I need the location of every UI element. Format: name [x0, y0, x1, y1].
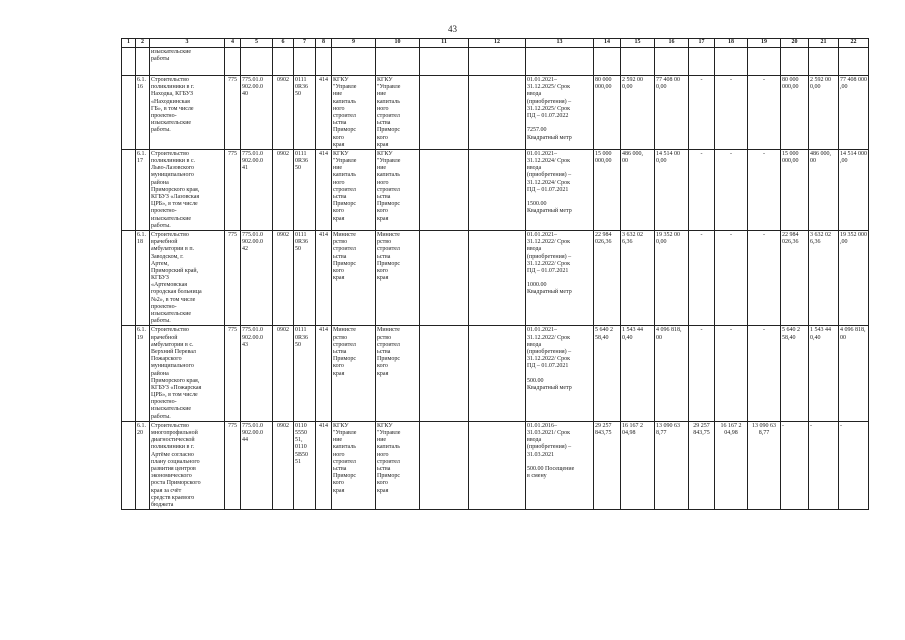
- cell-c9: КГКУ "Управле ние капиталь ного строител ьства Приморс кого края: [332, 149, 376, 230]
- cell-name: Строительство врачебной амбулатории в п. Заводском, г. Артем, Приморский край, КГБУЗ «Артемовская городская больница №2», в том числе проектно- изыскательские работы.: [150, 230, 225, 325]
- cell-c12: [469, 76, 526, 150]
- column-header-1: 1: [122, 39, 136, 48]
- cell-c19: -: [748, 149, 781, 230]
- cell-c14: 15 000 000,00: [594, 149, 621, 230]
- empty-cell: [809, 48, 839, 76]
- cell-c15: 1 543 44 0,40: [621, 326, 655, 421]
- cell-c14: 80 000 000,00: [594, 76, 621, 150]
- empty-cell: [241, 48, 273, 76]
- cell-c14: 5 640 2 58,40: [594, 326, 621, 421]
- empty-cell: [136, 48, 150, 76]
- cell-c22: 77 408 000 ,00: [839, 76, 869, 150]
- cell-c1: 6.1. 20: [136, 421, 150, 509]
- cell-c16: 13 090 63 8,77: [655, 421, 689, 509]
- cell-c13: 01.01.2021– 31.12.2022/ Срок ввода (приобретения) – 31.12.2022/ Срок ПД – 01.07.2021 500.00 Квадратный метр: [526, 326, 594, 421]
- cell-name: Строительство врачебной амбулатории в с. Верхний Перевал Пожарского муниципального района Приморского края, КГБУЗ «Пожарская ЦРБ», в том числе проектно- изыскательские работы.: [150, 326, 225, 421]
- cell-c8: 414: [316, 76, 332, 150]
- column-header-3: 3: [150, 39, 225, 48]
- column-header-10: 10: [376, 39, 420, 48]
- cell-c12: [469, 326, 526, 421]
- cell-c4: 775: [225, 149, 241, 230]
- cell-c20: -: [781, 421, 809, 509]
- cell-c20: 22 984 026,36: [781, 230, 809, 325]
- table-row: [122, 326, 869, 421]
- empty-cell: [781, 48, 809, 76]
- cell-c7: 0111 0R36 50: [294, 326, 316, 421]
- cell-c7: 0111 0R36 50: [294, 230, 316, 325]
- cell-c6: 0902: [273, 230, 294, 325]
- column-header-16: 16: [655, 39, 689, 48]
- cell-c6: 0902: [273, 421, 294, 509]
- empty-cell: [689, 48, 715, 76]
- cell-c1: 6.1. 18: [136, 230, 150, 325]
- column-header-17: 17: [689, 39, 715, 48]
- cell-c17: -: [689, 149, 715, 230]
- cell-c11: [420, 76, 469, 150]
- cell-c17: -: [689, 76, 715, 150]
- cell-c7: 0111 0R36 50: [294, 149, 316, 230]
- cell-c13: 01.01.2021– 31.12.2024/ Срок ввода (приобретения) – 31.12.2024/ Срок ПД – 01.07.2021 1500.00 Квадратный метр: [526, 149, 594, 230]
- cell-c6: 0902: [273, 149, 294, 230]
- column-header-14: 14: [594, 39, 621, 48]
- cell-c20: 5 640 2 58,40: [781, 326, 809, 421]
- cell-c5: 775.01.0 902.00.0 40: [241, 76, 273, 150]
- column-header-15: 15: [621, 39, 655, 48]
- column-header-13: 13: [526, 39, 594, 48]
- cell-c18: -: [715, 326, 748, 421]
- table-row: [122, 149, 869, 230]
- cell-c21: 1 543 44 0,40: [809, 326, 839, 421]
- cell-c9: Министе рство строител ьства Приморс кого края: [332, 230, 376, 325]
- cell-c5: 775.01.0 902.00.0 41: [241, 149, 273, 230]
- cell-c13: 01.01.2021– 31.12.2022/ Срок ввода (приобретения) – 31.12.2022/ Срок ПД – 01.07.2021 1000.00 Квадратный метр: [526, 230, 594, 325]
- cell-c21: -: [809, 421, 839, 509]
- cell-c17: 29 257 843,75: [689, 421, 715, 509]
- empty-cell: [621, 48, 655, 76]
- cell-c8: 414: [316, 230, 332, 325]
- page-number: 43: [448, 24, 457, 34]
- empty-cell: [122, 421, 136, 509]
- empty-cell: [316, 48, 332, 76]
- cell-c8: 414: [316, 149, 332, 230]
- cell-c17: -: [689, 230, 715, 325]
- table-row: [122, 76, 869, 150]
- continuation-name-cell: изыскательские работы: [150, 48, 225, 76]
- cell-c16: 4 096 818, 00: [655, 326, 689, 421]
- cell-c6: 0902: [273, 76, 294, 150]
- cell-c22: 4 096 818, 00: [839, 326, 869, 421]
- cell-c12: [469, 230, 526, 325]
- table-header-row: [122, 39, 869, 48]
- cell-c11: [420, 421, 469, 509]
- cell-c12: [469, 149, 526, 230]
- column-header-20: 20: [781, 39, 809, 48]
- cell-c10: Министе рство строител ьства Приморс кого края: [376, 326, 420, 421]
- column-header-12: 12: [469, 39, 526, 48]
- column-header-2: 2: [136, 39, 150, 48]
- cell-c4: 775: [225, 421, 241, 509]
- continuation-row: [122, 48, 869, 76]
- cell-c11: [420, 149, 469, 230]
- cell-name: Строительство поликлиники в с. Льво-Лазовского муниципального района Приморского края, КГБУЗ «Лазовская ЦРБ», в том числе проектно- изыскательские работы.: [150, 149, 225, 230]
- cell-c1: 6.1. 17: [136, 149, 150, 230]
- cell-c5: 775.01.0 902.00.0 43: [241, 326, 273, 421]
- cell-c10: Министе рство строител ьства Приморс кого края: [376, 230, 420, 325]
- cell-c10: КГКУ "Управле ние капиталь ного строител ьства Приморс кого края: [376, 149, 420, 230]
- empty-cell: [420, 48, 469, 76]
- cell-c10: КГКУ "Управле ние капиталь ного строител ьства Приморс кого края: [376, 421, 420, 509]
- empty-cell: [122, 48, 136, 76]
- cell-c7: 0110 5550 51, 0110 5В50 51: [294, 421, 316, 509]
- cell-c19: -: [748, 76, 781, 150]
- cell-c16: 77 408 00 0,00: [655, 76, 689, 150]
- cell-c11: [420, 326, 469, 421]
- cell-c18: 16 167 2 04,98: [715, 421, 748, 509]
- empty-cell: [655, 48, 689, 76]
- cell-c1: 6.1. 16: [136, 76, 150, 150]
- cell-c21: 486 000, 00: [809, 149, 839, 230]
- financing-table: [121, 38, 869, 510]
- cell-c4: 775: [225, 230, 241, 325]
- empty-cell: [748, 48, 781, 76]
- cell-name: Строительство многопрофильной диагностической поликлиники в г. Артёме согласно плану социального развития центров экономического роста Приморского края за счёт средств краевого бюджета: [150, 421, 225, 509]
- cell-c4: 775: [225, 326, 241, 421]
- cell-c8: 414: [316, 421, 332, 509]
- cell-c9: Министе рство строител ьства Приморс кого края: [332, 326, 376, 421]
- cell-c5: 775.01.0 902.00.0 44: [241, 421, 273, 509]
- empty-cell: [273, 48, 294, 76]
- column-header-5: 5: [241, 39, 273, 48]
- column-header-7: 7: [294, 39, 316, 48]
- cell-c11: [420, 230, 469, 325]
- column-header-22: 22: [839, 39, 869, 48]
- cell-c19: -: [748, 230, 781, 325]
- cell-c22: -: [839, 421, 869, 509]
- empty-cell: [122, 76, 136, 150]
- cell-c6: 0902: [273, 326, 294, 421]
- empty-cell: [122, 326, 136, 421]
- cell-c7: 0111 0R36 50: [294, 76, 316, 150]
- cell-c15: 486 000, 00: [621, 149, 655, 230]
- cell-c16: 19 352 00 0,00: [655, 230, 689, 325]
- empty-cell: [469, 48, 526, 76]
- column-header-8: 8: [316, 39, 332, 48]
- cell-name: Строительство поликлиники в г. Находка, КГБУЗ «Находкинская ГБ», в том числе проектно- изыскательские работы.: [150, 76, 225, 150]
- cell-c9: КГКУ "Управле ние капиталь ного строител ьства Приморс кого края: [332, 76, 376, 150]
- cell-c12: [469, 421, 526, 509]
- cell-c14: 22 984 026,36: [594, 230, 621, 325]
- cell-c18: -: [715, 76, 748, 150]
- cell-c18: -: [715, 149, 748, 230]
- empty-cell: [225, 48, 241, 76]
- empty-cell: [122, 230, 136, 325]
- cell-c15: 2 592 00 0,00: [621, 76, 655, 150]
- empty-cell: [839, 48, 869, 76]
- cell-c5: 775.01.0 902.00.0 42: [241, 230, 273, 325]
- empty-cell: [122, 149, 136, 230]
- column-header-6: 6: [273, 39, 294, 48]
- cell-c14: 29 257 843,75: [594, 421, 621, 509]
- table-row: [122, 230, 869, 325]
- cell-c21: 3 632 02 6,36: [809, 230, 839, 325]
- cell-c18: -: [715, 230, 748, 325]
- cell-c8: 414: [316, 326, 332, 421]
- cell-c10: КГКУ "Управле ние капиталь ного строител ьства Приморс кого края: [376, 76, 420, 150]
- column-header-21: 21: [809, 39, 839, 48]
- cell-c17: -: [689, 326, 715, 421]
- table-row: [122, 421, 869, 509]
- cell-c19: 13 090 63 8,77: [748, 421, 781, 509]
- column-header-18: 18: [715, 39, 748, 48]
- cell-c22: 19 352 000 ,00: [839, 230, 869, 325]
- cell-c15: 16 167 2 04,98: [621, 421, 655, 509]
- cell-c1: 6.1. 19: [136, 326, 150, 421]
- cell-c22: 14 514 000 ,00: [839, 149, 869, 230]
- cell-c13: 01.01.2016– 31.03.2021/ Срок ввода (приобретения) – 31.03.2021 500.00 Посещение в смену: [526, 421, 594, 509]
- cell-c15: 3 632 02 6,36: [621, 230, 655, 325]
- empty-cell: [594, 48, 621, 76]
- column-header-11: 11: [420, 39, 469, 48]
- empty-cell: [715, 48, 748, 76]
- cell-c21: 2 592 00 0,00: [809, 76, 839, 150]
- cell-c20: 80 000 000,00: [781, 76, 809, 150]
- column-header-19: 19: [748, 39, 781, 48]
- empty-cell: [526, 48, 594, 76]
- cell-c4: 775: [225, 76, 241, 150]
- cell-c16: 14 514 00 0,00: [655, 149, 689, 230]
- cell-c9: КГКУ "Управле ние капиталь ного строител ьства Приморс кого края: [332, 421, 376, 509]
- column-header-4: 4: [225, 39, 241, 48]
- cell-c19: -: [748, 326, 781, 421]
- cell-c20: 15 000 000,00: [781, 149, 809, 230]
- empty-cell: [294, 48, 316, 76]
- empty-cell: [376, 48, 420, 76]
- cell-c13: 01.01.2021– 31.12.2025/ Срок ввода (приобретения) – 31.12.2025/ Срок ПД – 01.07.2022 7257.00 Квадратный метр: [526, 76, 594, 150]
- column-header-9: 9: [332, 39, 376, 48]
- empty-cell: [332, 48, 376, 76]
